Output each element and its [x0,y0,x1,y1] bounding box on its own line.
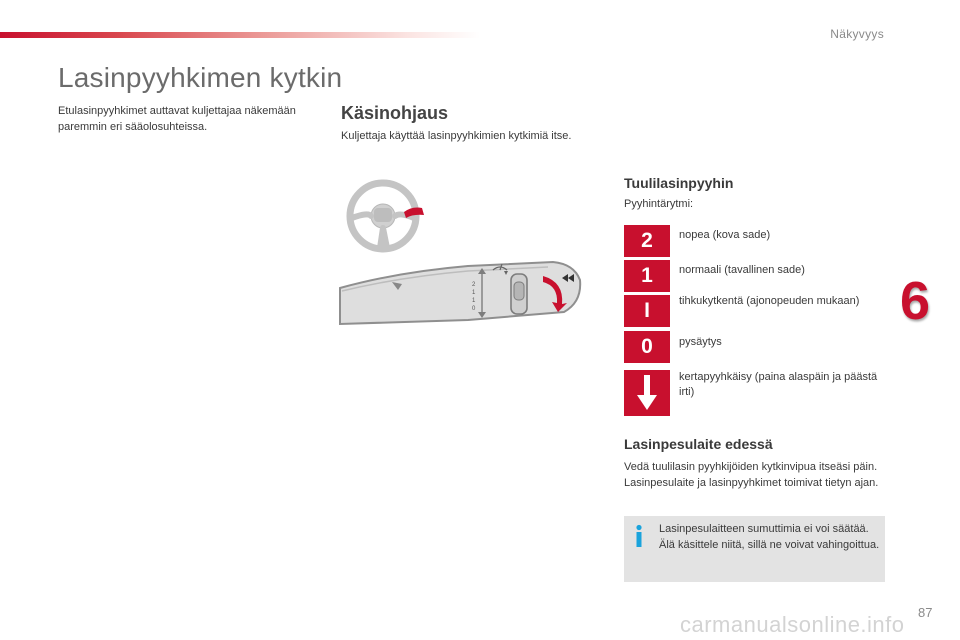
wiper-subtitle: Pyyhintärytmi: [624,198,694,210]
page-title: Lasinpyyhkimen kytkin [58,62,343,93]
stalk-mark: 1 [472,298,476,304]
watermark: carmanualsonline.info [680,612,905,637]
wiper-heading: Tuulilasinpyyhin [624,175,734,191]
washer-text: Vedä tuulilasin pyyhkijöiden kytkinvipua itseäsi päin. Lasinpesulaite ja lasinpyyhkimet toimivat tietyn ajan. [624,461,879,489]
speed-badge-intermittent: I [624,295,670,327]
note-text: Lasinpesulaitteen sumuttimia ei voi säätää. Älä käsittele niitä, sillä ne voivat vahingoittua. [659,523,880,551]
wiper-stalk-icon [340,262,580,324]
info-note [624,516,885,582]
stalk-mark: 2 [472,282,476,288]
speed-badge-2: 2 [624,225,670,257]
chapter-number: 6 [900,271,931,331]
stalk-mark: 1 [472,290,476,296]
header-accent-bar [0,32,480,38]
speed-label-off: pysäytys [679,336,722,348]
page-number: 87 [918,605,933,620]
speed-badge-1: 1 [624,260,670,292]
arrow-down-icon [636,375,658,411]
intro-text: Etulasinpyyhkimet auttavat kuljettajaa näkemään paremmin eri sääolosuhteissa. [58,105,296,133]
stalk-mark: 0 [472,306,476,312]
manual-subtitle: Kuljettaja käyttää lasinpyyhkimien kytkimiä itse. [341,130,572,142]
speed-label-normal: normaali (tavallinen sade) [679,264,805,276]
single-wipe-label: kertapyyhkäisy (paina alaspäin ja päästä irti) [679,371,878,398]
speed-label-intermittent: tihkukytkentä (ajonopeuden mukaan) [679,295,860,307]
speed-badge-0: 0 [624,331,670,363]
manual-heading: Käsinohjaus [341,103,449,123]
section-label: Näkyvyys [830,27,884,41]
wiper-stalk-illustration [338,178,588,328]
single-wipe-badge [624,370,670,416]
info-icon [632,524,646,548]
washer-heading: Lasinpesulaite edessä [624,436,773,452]
speed-label-fast: nopea (kova sade) [679,229,771,241]
